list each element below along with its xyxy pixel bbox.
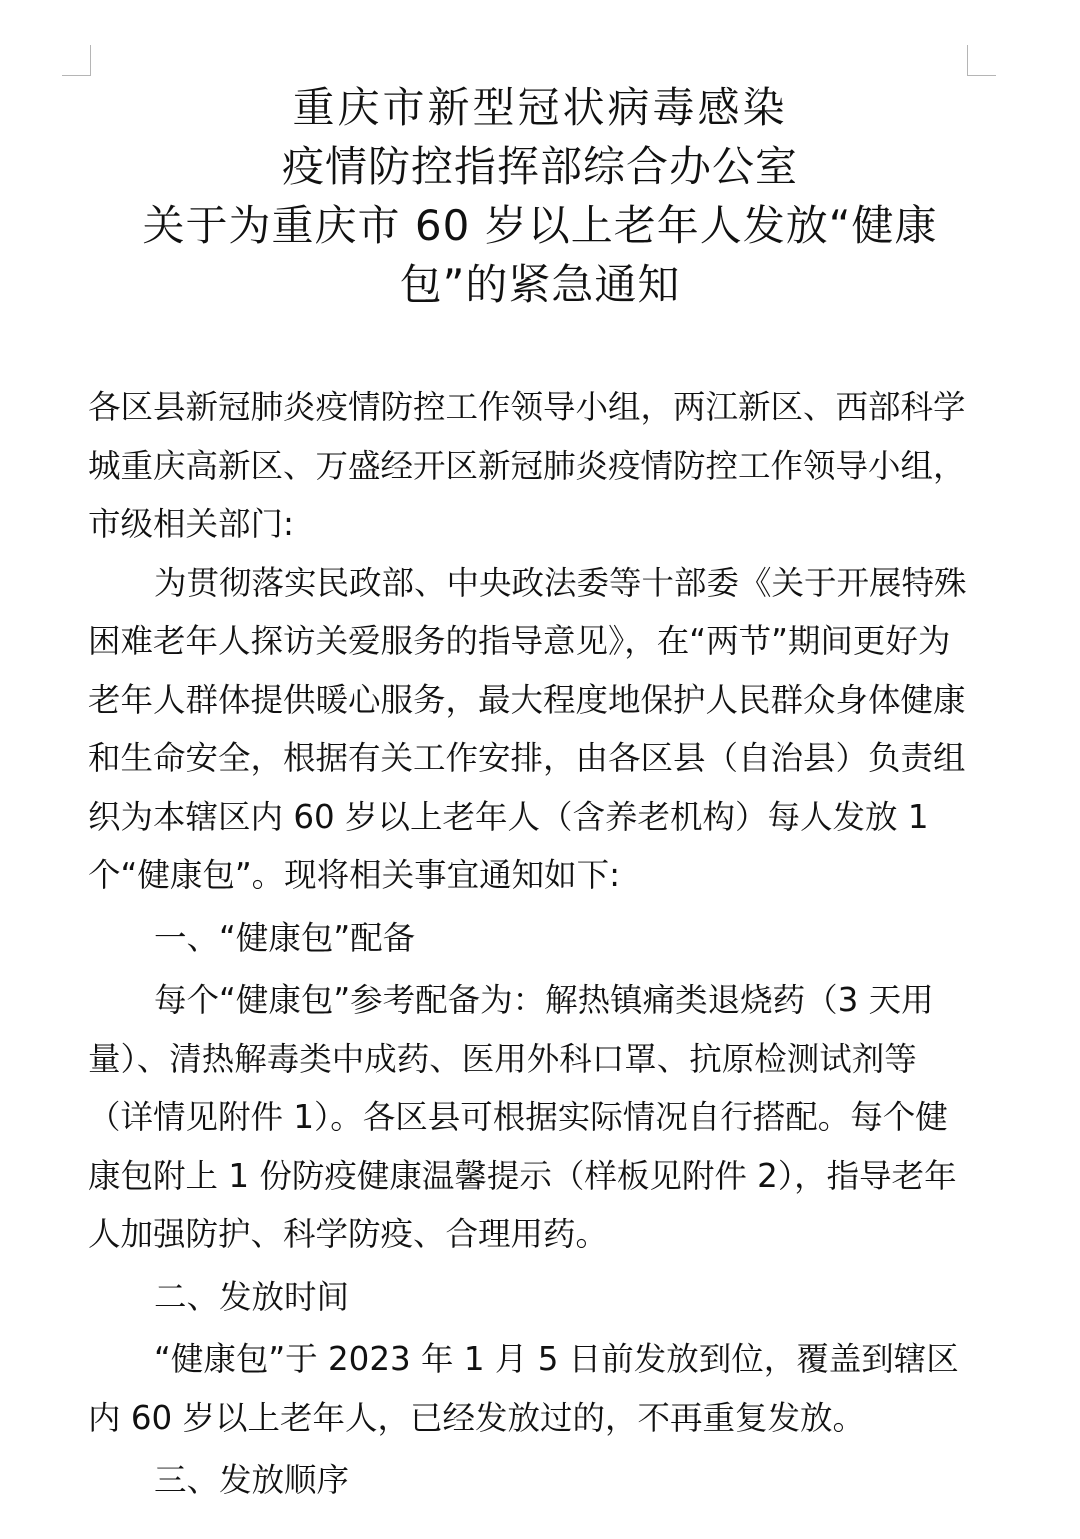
section-3-heading: 三、发放顺序 — [154, 1461, 350, 1499]
title-line-4: 包”的紧急通知 — [399, 260, 681, 309]
intro-paragraph: 为贯彻落实民政部、中央政法委等十部委《关于开展特殊困难老年人探访关爱服务的指导意见》，在“两节”期间更好为老年人群体提供暖心服务，最大程度地保护人民群众身体健康和生命安全，根据有关工作安排，由各区县（自治县）负责组织为本辖区内 60 岁以上老年人（含养老机构）每人发放 1 个“健康包”。现将相关事宜通知如下: — [88, 563, 967, 894]
section-1-heading: 一、“健康包”配备 — [154, 918, 416, 957]
addressee-paragraph: 各区县新冠肺炎疫情防控工作领导小组，两江新区、西部科学城重庆高新区、万盛经开区新冠肺炎疫情防控工作领导小组，市级相关部门: — [88, 388, 966, 543]
title-line-3: 关于为重庆市 60 岁以上老年人发放“健康 — [142, 201, 938, 250]
section-2-paragraph: “健康包”于 2023 年 1 月 5 日前发放到位，覆盖到辖区内 60 岁以上老年人，已经发放过的，不再重复发放。 — [88, 1340, 959, 1437]
section-2-heading: 二、发放时间 — [154, 1277, 350, 1316]
title-line-2: 疫情防控指挥部综合办公室 — [281, 142, 798, 191]
title-line-1: 重庆市新型冠状病毒感染 — [292, 83, 788, 132]
document-title — [60, 78, 1020, 314]
crop-mark-top-right — [967, 45, 996, 76]
document-body — [88, 378, 973, 1510]
section-1-paragraph: 每个“健康包”参考配备为：解热镇痛类退烧药（3 天用量）、清热解毒类中成药、医用外科口罩、抗原检测试剂等（详情见附件 1）。各区县可根据实际情况自行搭配。每个健康包附上 1 份防疫健康温馨提示（样板见附件 2），指导老年人加强防护、科学防疫、合理用药。 — [88, 981, 957, 1253]
crop-mark-top-left — [62, 45, 91, 76]
